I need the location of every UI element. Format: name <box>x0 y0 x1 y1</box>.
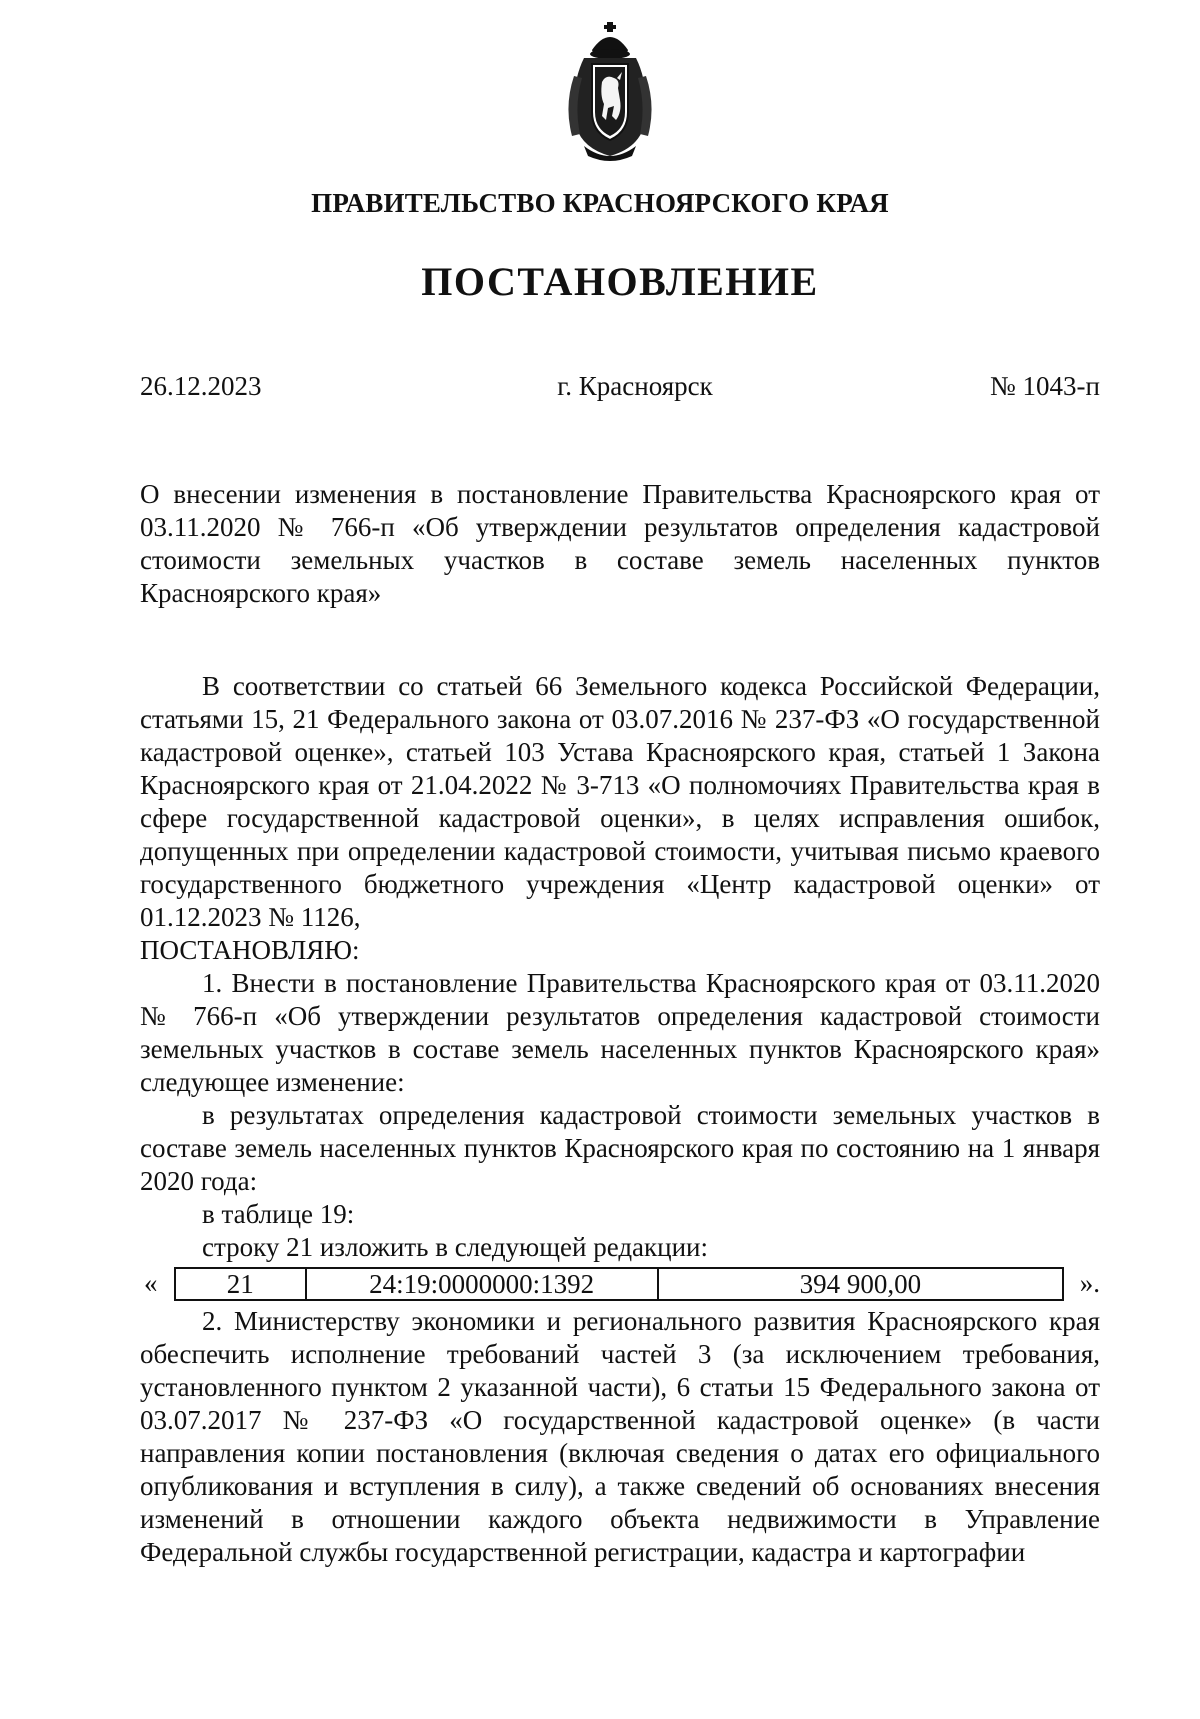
table-row <box>175 1268 1063 1300</box>
quote-close: ». <box>1079 1268 1100 1298</box>
row-number-cell: 21 <box>175 1268 306 1300</box>
item-1-paragraph: 1. Внести в постановление Правительства Красноярского края от 03.11.2020 № 766-п «Об утверждении результатов определения кадастровой стоимости земельных участков в составе земель населенных пунктов Красноярского края» следующее изменение: <box>140 968 1100 1097</box>
cadastral-value-cell: 394 900,00 <box>658 1268 1063 1300</box>
document-body <box>140 670 1100 1569</box>
amendment-table <box>174 1267 1064 1301</box>
cadastral-number-cell: 24:19:0000000:1392 <box>306 1268 658 1300</box>
table-reference-line: в таблице 19: <box>202 1199 355 1229</box>
document-city: г. Красноярск <box>557 371 713 401</box>
item-1-detail-paragraph: в результатах определения кадастровой стоимости земельных участков в составе земель населенных пунктов Красноярского края по состоянию на 1 января 2020 года: <box>140 1100 1100 1196</box>
row-reference-line: строку 21 изложить в следующей редакции: <box>202 1232 709 1262</box>
government-heading: ПРАВИТЕЛЬСТВО КРАСНОЯРСКОГО КРАЯ <box>311 188 889 218</box>
item-2-paragraph: 2. Министерству экономики и регионального развития Красноярского края обеспечить исполнение требований частей 3 (за исключением требования, установленного пунктом 2 указанной части), 6 статьи 15 Федерального закона от 03.07.2017 № 237-ФЗ «О государственной кадастровой оценке» (в части направления копии постановления (включая сведения о датах его официального опубликования и вступления в силу), а также сведений об основаниях внесения изменений в отношении каждого объекта недвижимости в Управление Федеральной службы государственной регистрации, кадастра и картографии <box>140 1306 1100 1567</box>
document-type-heading: ПОСТАНОВЛЕНИЕ <box>421 259 819 304</box>
document-date: 26.12.2023 <box>140 371 262 401</box>
document-meta-row <box>140 371 1100 407</box>
preamble-paragraph: В соответствии со статьей 66 Земельного кодекса Российской Федерации, статьями 15, 21 Федерального закона от 03.07.2016 № 237-ФЗ «О государственной кадастровой оценке», статьей 103 Устава Красноярского края, статьей 1 Закона Красноярского края от 21.04.2022 № 3-713 «О полномочиях Правительства края в сфере государственной кадастровой оценки», в целях исправления ошибок, допущенных при определении кадастровой стоимости, учитывая письмо краевого государственного бюджетного учреждения «Центр кадастровой оценки» от 01.12.2023 № 1126, <box>140 671 1100 932</box>
document-number: № 1043-п <box>990 371 1100 401</box>
quote-open: « <box>144 1268 158 1298</box>
document-title: О внесении изменения в постановление Правительства Красноярского края от 03.11.2020 № 766-п «Об утверждении результатов определения кадастровой стоимости земельных участков в составе земель населенных пунктов Красноярского края» <box>140 479 1100 608</box>
amendment-row-block <box>140 1267 1100 1301</box>
document-title-block <box>140 478 1100 610</box>
resolve-line: ПОСТАНОВЛЯЮ: <box>140 935 360 965</box>
coat-of-arms-icon <box>562 16 658 166</box>
